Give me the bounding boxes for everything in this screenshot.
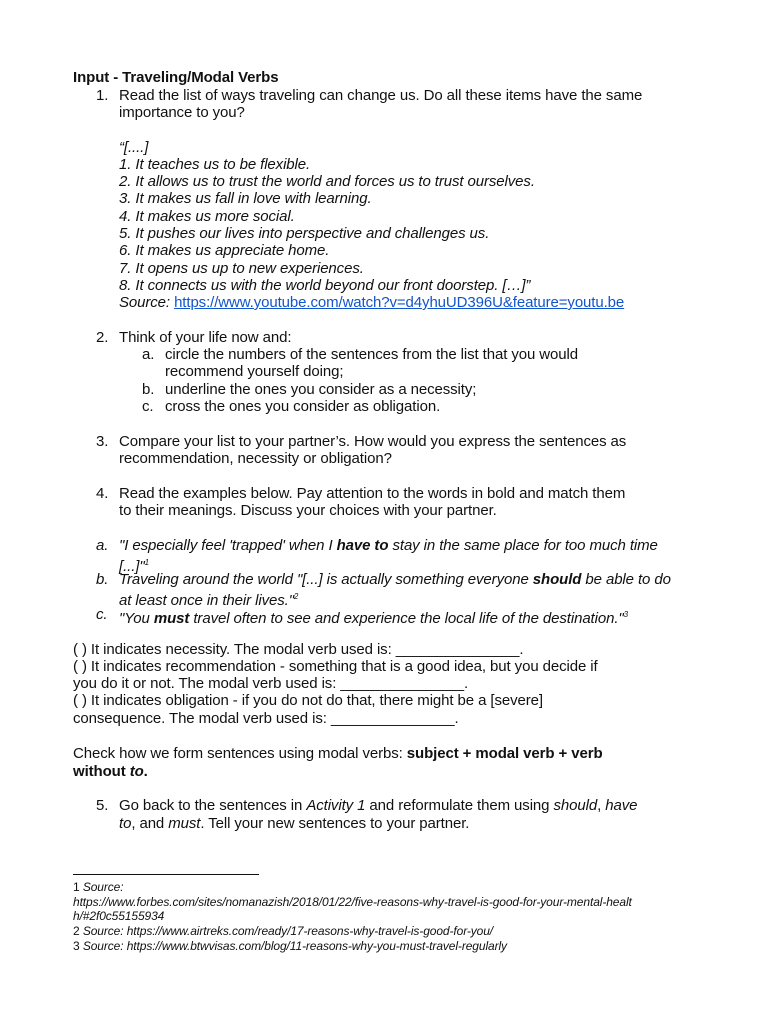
q1-text-line2: importance to you?	[119, 104, 245, 121]
q4-line2: to their meanings. Discuss your choices with your partner.	[119, 502, 497, 519]
q1-number: 1.	[96, 87, 109, 104]
example-b-marker: b.	[96, 571, 109, 588]
quote-source-label: Source:	[119, 294, 175, 311]
q2c-text: cross the ones you consider as obligation.	[165, 398, 441, 415]
example-a-line2: [...]"$^1$	[119, 558, 149, 575]
quote-item-8: 8. It connects us with the world beyond our front doorstep. […]”	[119, 277, 531, 294]
q5-number: 5.	[96, 797, 109, 814]
example-b-line2: at least once in their lives."$^2$	[119, 592, 299, 609]
footnote-1-url-line2: h/#2f0c55155934	[73, 909, 165, 923]
example-a-line1: "I especially feel 'trapped' when I have to stay in the same place for too much time	[119, 537, 658, 554]
q5-line2: to, and must. Tell your new sentences to your partner.	[119, 815, 470, 832]
footnote-ref-1: 1	[144, 558, 149, 567]
q1-text-line1: Read the list of ways traveling can change us. Do all these items have the same	[119, 87, 643, 104]
footnote-1: 1 Source:	[73, 880, 124, 894]
quote-item-2: 2. It allows us to trust the world and forces us to trust ourselves.	[119, 173, 535, 190]
q4-line1: Read the examples below. Pay attention to the words in bold and match them	[119, 485, 626, 502]
q5-line1: Go back to the sentences in Activity 1 and reformulate them using should, have	[119, 797, 638, 814]
quote-item-5: 5. It pushes our lives into perspective and challenges us.	[119, 225, 490, 242]
q3-line2: recommendation, necessity or obligation?	[119, 450, 392, 467]
example-c-line1: "You must travel often to see and experience the local life of the destination."$^3$	[119, 610, 628, 627]
example-a-marker: a.	[96, 537, 109, 554]
quote-item-7: 7. It opens us up to new experiences.	[119, 260, 364, 277]
modal-must: must	[153, 610, 190, 627]
check-line2: without to.	[73, 763, 148, 780]
quote-item-3: 3. It makes us fall in love with learning.	[119, 190, 372, 207]
footnote-1-url-line1: https://www.forbes.com/sites/nomanazish/2018/01/22/five-reasons-why-travel-is-good-for-your-mental-healt	[73, 895, 632, 909]
quote-source-link[interactable]: https://www.youtube.com/watch?v=d4yhuUD396U&feature=youtu.be	[174, 294, 625, 311]
match-recommendation-line1: ( ) It indicates recommendation - something that is a good idea, but you decide if	[73, 658, 598, 675]
check-line1: Check how we form sentences using modal verbs: subject + modal verb + verb	[73, 745, 603, 762]
page-title: Input - Traveling/Modal Verbs	[73, 69, 279, 86]
quote-item-6: 6. It makes us appreciate home.	[119, 242, 330, 259]
footnote-ref-2: 2	[293, 592, 299, 601]
footnote-3: 3 Source: https://www.btwvisas.com/blog/11-reasons-why-you-must-travel-regularly	[73, 939, 507, 953]
match-necessity: ( ) It indicates necessity. The modal verb used is: _______________.	[73, 641, 524, 658]
quote-item-1: 1. It teaches us to be flexible.	[119, 156, 311, 173]
footnote-2: 2 Source: https://www.airtreks.com/ready/17-reasons-why-travel-is-good-for-you/	[73, 924, 494, 938]
example-c-marker: c.	[96, 606, 108, 623]
match-obligation-line1: ( ) It indicates obligation - if you do not do that, there might be a [severe]	[73, 692, 543, 709]
q2a-line2: recommend yourself doing;	[165, 363, 344, 380]
q2b-marker: b.	[142, 381, 155, 398]
quote-source	[119, 294, 624, 311]
q4-number: 4.	[96, 485, 109, 502]
footnote-divider	[73, 874, 259, 875]
q2-text: Think of your life now and:	[119, 329, 292, 346]
q3-number: 3.	[96, 433, 109, 450]
footnote-ref-3: 3	[623, 610, 628, 619]
modal-should: should	[532, 571, 582, 588]
quote-item-4: 4. It makes us more social.	[119, 208, 295, 225]
example-b-line1: Traveling around the world "[...] is actually something everyone should be able to do	[119, 571, 671, 588]
modal-have-to: have to	[336, 537, 389, 554]
q2b-text: underline the ones you consider as a necessity;	[165, 381, 477, 398]
q2a-marker: a.	[142, 346, 155, 363]
q2a-line1: circle the numbers of the sentences from the list that you would	[165, 346, 578, 363]
q2c-marker: c.	[142, 398, 154, 415]
quote-open: “[....]	[119, 139, 149, 156]
q2-number: 2.	[96, 329, 109, 346]
match-obligation-line2: consequence. The modal verb used is: _______________.	[73, 710, 459, 727]
match-recommendation-line2: you do it or not. The modal verb used is: _______________.	[73, 675, 469, 692]
q3-line1: Compare your list to your partner’s. How would you express the sentences as	[119, 433, 627, 450]
